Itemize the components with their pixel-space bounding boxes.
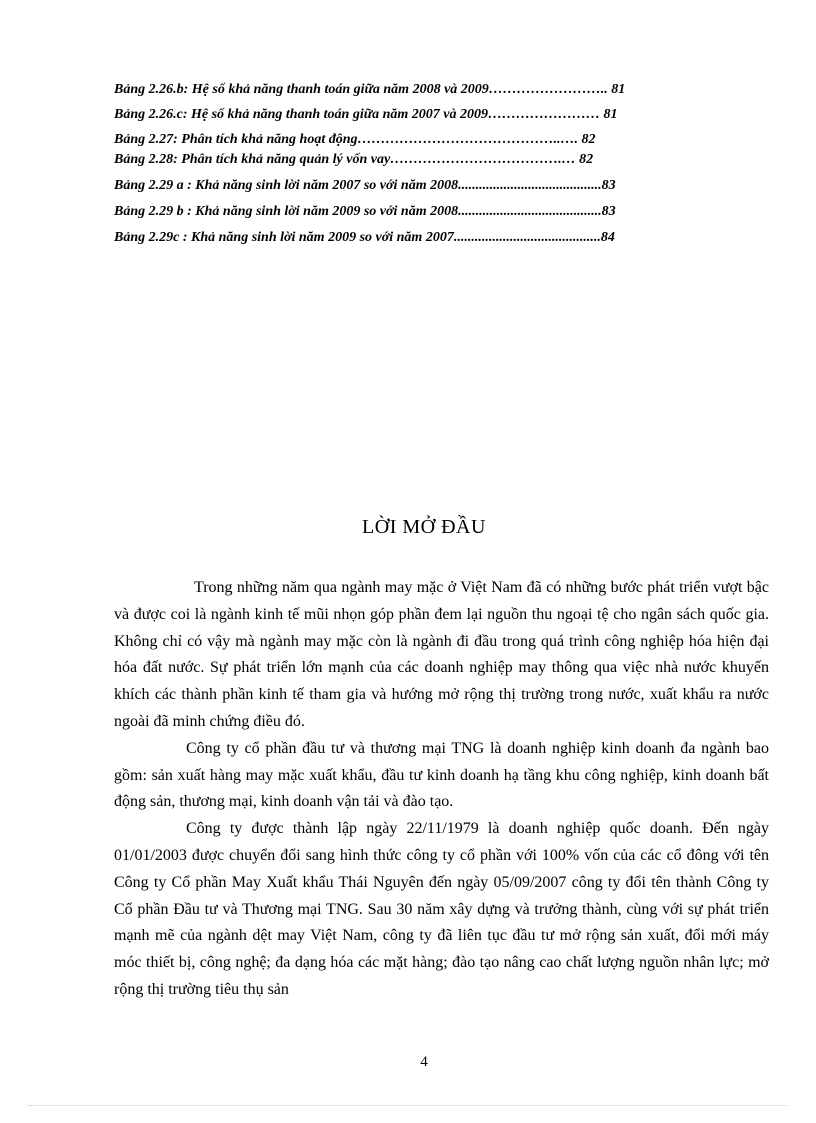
toc-entry-2-26-c: Bảng 2.26.c: Hệ số khả năng thanh toán giữa năm 2007 và 2009…………………… 81 [114, 107, 618, 122]
section-title: LỜI MỞ ĐẦU [362, 516, 486, 538]
page-bottom-divider [28, 1105, 788, 1106]
paragraph-intro: Trong những năm qua ngành may mặc ở Việt Nam đã có những bước phát triển vượt bậc và được coi là ngành kinh tế mũi nhọn góp phần đem lại nguồn thu ngoại tệ cho ngân sách quốc gia. Không chỉ có vậy mà ngành may mặc còn là ngành đi đầu trong quá trình công nghiệp hóa hiện đại hóa đất nước. Sự phát triển lớn mạnh của các doanh nghiệp may thông qua việc nhà nước khuyến khích các thành phần kinh tế tham gia và hướng mở rộng thị trường trong nước, xuất khẩu ra nước ngoài đã minh chứng điều đó. [114, 579, 769, 730]
toc-entry-2-29-a: Bảng 2.29 a : Khả năng sinh lời năm 2007 so với năm 2008.........................................83 [114, 178, 616, 193]
section-body [114, 575, 769, 1004]
table-of-figures [114, 80, 754, 248]
paragraph-company-overview: Công ty cổ phần đầu tư và thương mại TNG là doanh nghiệp kinh doanh đa ngành bao gồm: sản xuất hàng may mặc xuất khẩu, đầu tư kinh doanh hạ tầng khu công nghiệp, kinh doanh bất động sản, thương mại, kinh doanh vận tải và đào tạo. [114, 739, 769, 811]
paragraph-company-history: Công ty được thành lập ngày 22/11/1979 là doanh nghiệp quốc doanh. Đến ngày 01/01/2003 được chuyển đổi sang hình thức công ty cổ phần với 100% vốn của các cổ đông với tên Công ty Cổ phần May Xuất khẩu Thái Nguyên đến ngày 05/09/2007 công ty đổi tên thành Công ty Cổ phần Đầu tư và Thương mại TNG. Sau 30 năm xây dựng và trưởng thành, cùng với sự phát triển mạnh mẽ của ngành dệt may Việt Nam, công ty đã liên tục đầu tư mở rộng sản xuất, đổi mới máy móc thiết bị, công nghệ; đa dạng hóa các mặt hàng; đào tạo nâng cao chất lượng nguồn nhân lực; mở rộng thị trường tiêu thụ sản [114, 820, 769, 998]
toc-entry-2-29-c: Bảng 2.29c : Khả năng sinh lời năm 2009 so với năm 2007..........................................84 [114, 230, 615, 245]
toc-entry-2-28: Bảng 2.28: Phân tích khả năng quản lý vốn vay……………………………….… 82 [114, 152, 594, 167]
toc-entry-2-26-b: Bảng 2.26.b: Hệ số khả năng thanh toán giữa năm 2008 và 2009…………………….. 81 [114, 82, 626, 97]
page-number: 4 [420, 1054, 428, 1070]
toc-entry-2-29-b: Bảng 2.29 b : Khả năng sinh lời năm 2009 so với năm 2008.........................................83 [114, 204, 616, 219]
toc-entry-2-27: Bảng 2.27: Phân tích khả năng hoạt động……………………………………..…. 82 [114, 132, 596, 147]
